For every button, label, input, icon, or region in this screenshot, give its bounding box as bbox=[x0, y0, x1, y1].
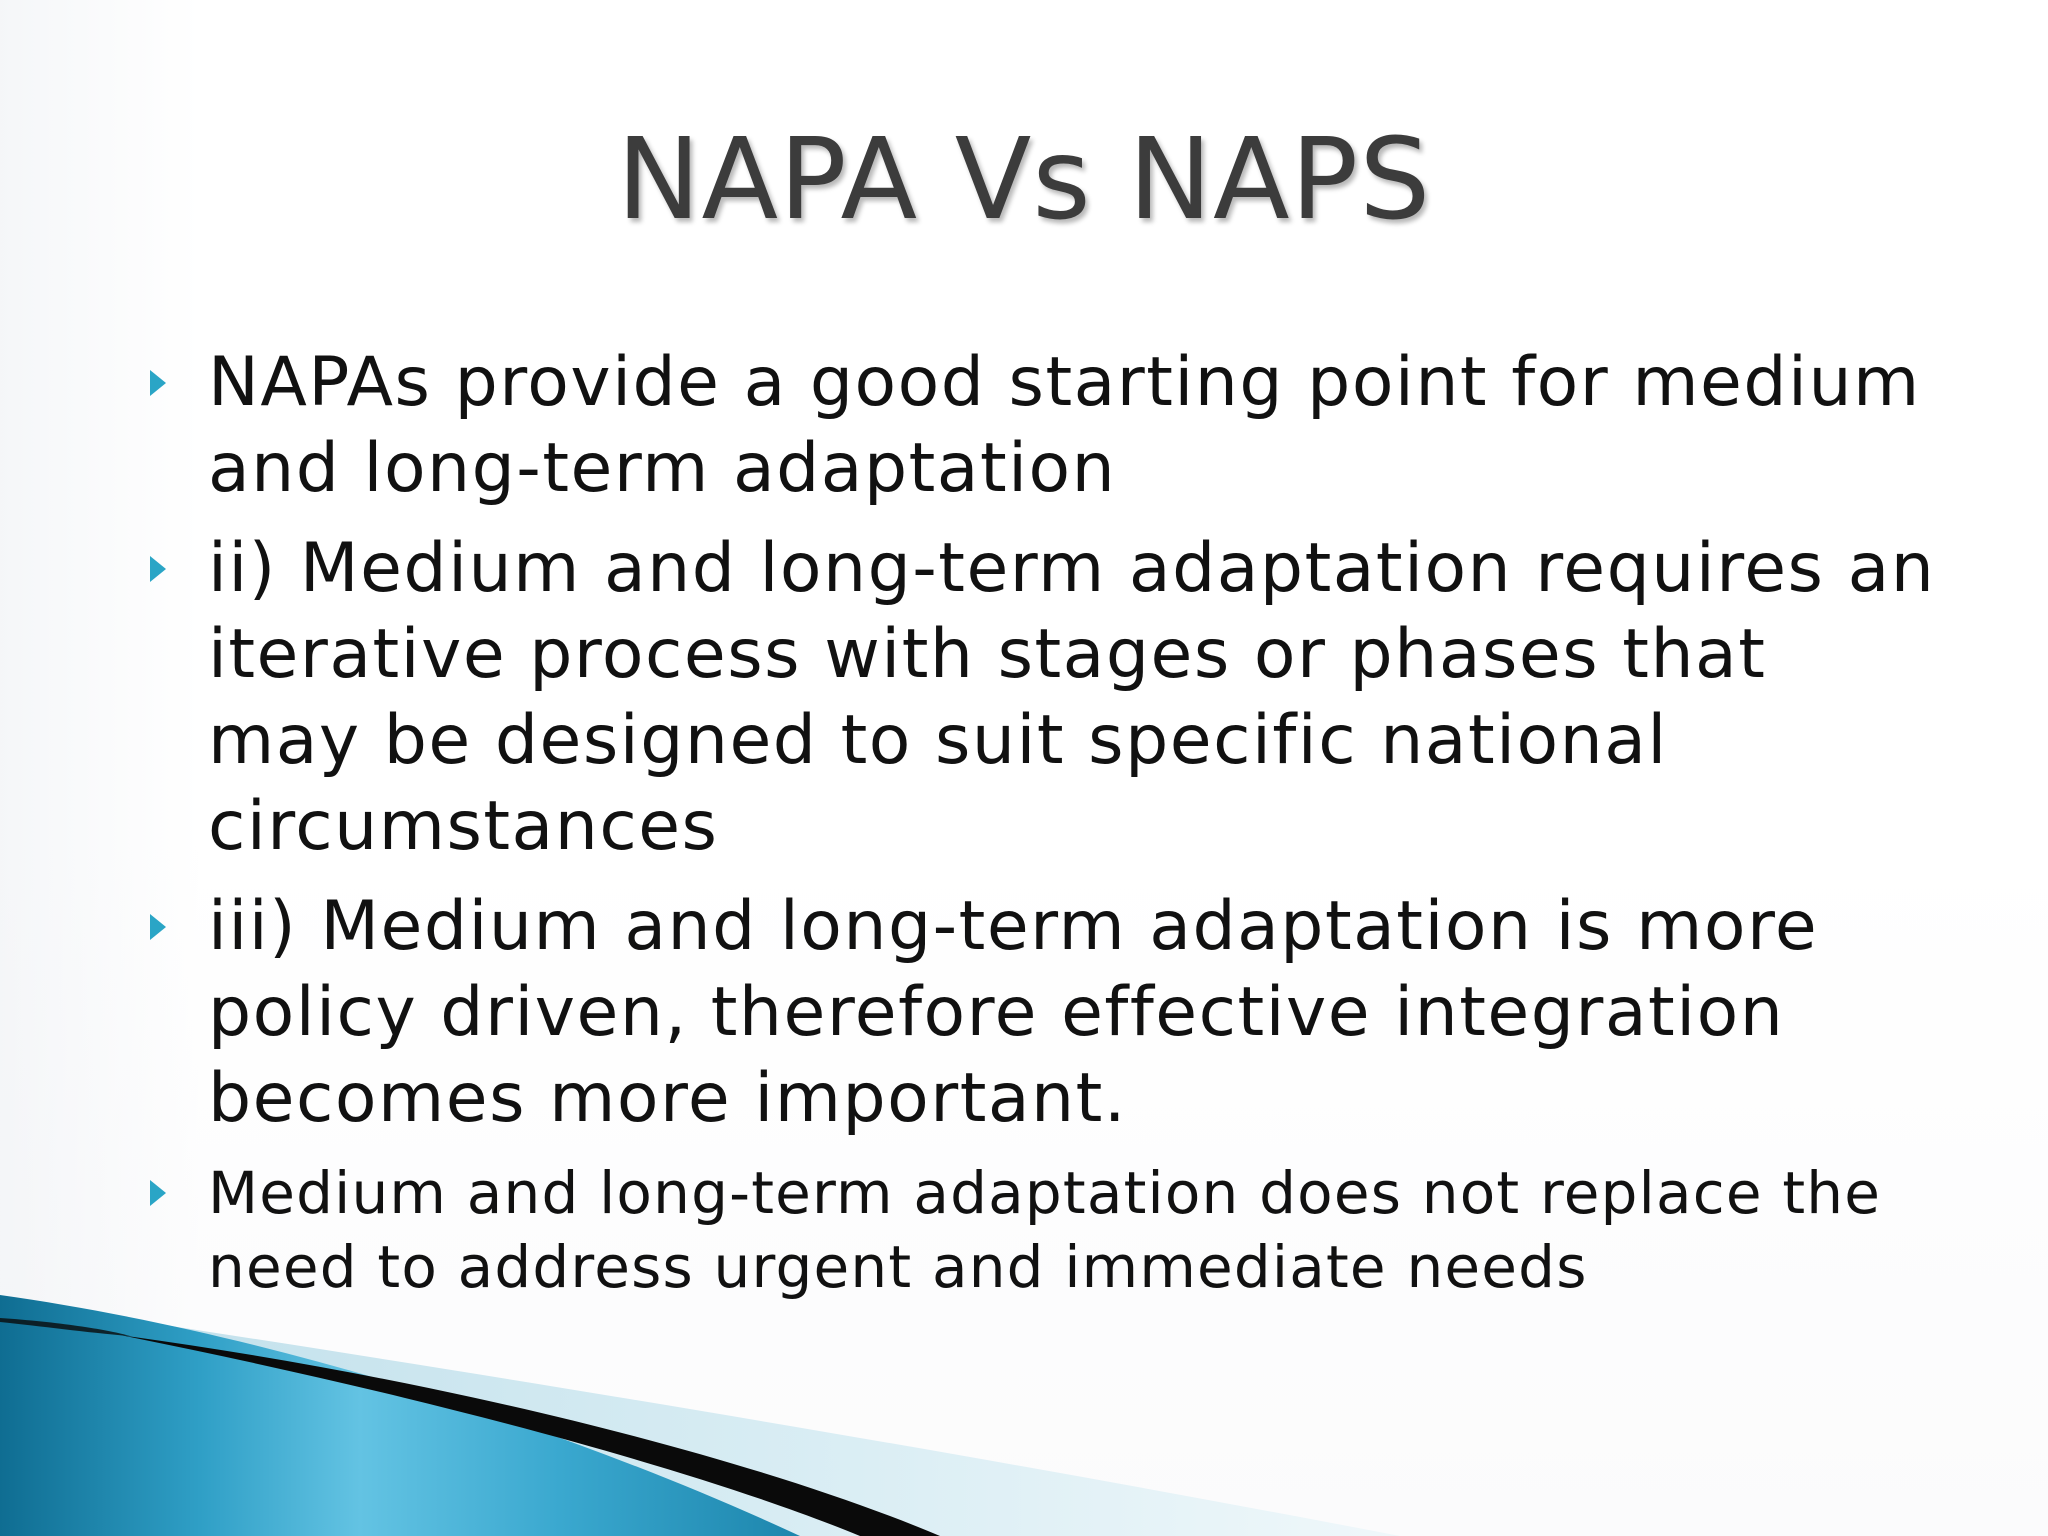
slide-title: NAPA Vs NAPS bbox=[616, 115, 1432, 245]
bullet-text: NAPAs provide a good starting point for medium and long-term adaptation bbox=[208, 343, 1921, 508]
bullet-text: Medium and long-term adaptation does not replace the need to address urgent and immediate needs bbox=[208, 1159, 1882, 1301]
bullet-text: iii) Medium and long-term adaptation is more policy driven, therefore effective integration becomes more important. bbox=[208, 887, 1819, 1138]
bullet-text: ii) Medium and long-term adaptation requires an iterative process with stages or phases that may be designed to suit specific national circumstances bbox=[208, 529, 1936, 866]
